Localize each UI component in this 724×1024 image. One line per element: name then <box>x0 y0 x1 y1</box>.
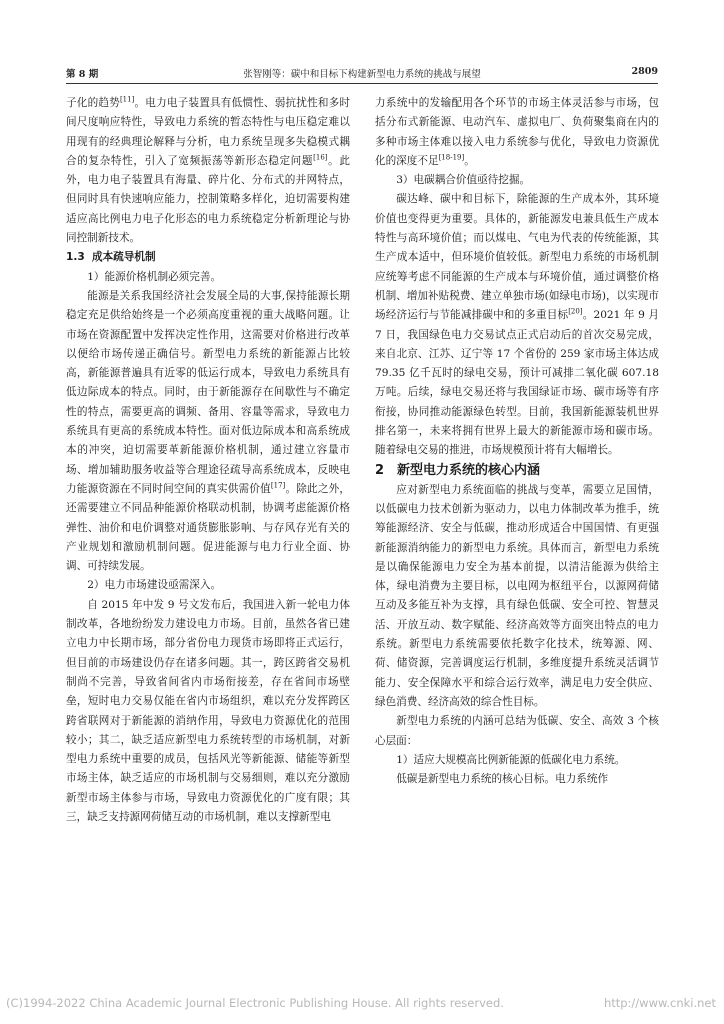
paragraph <box>66 94 350 248</box>
list-item: 1）适应大规模高比例新能源的低碳化电力系统。 <box>396 753 626 766</box>
right-column <box>375 94 659 789</box>
paragraph: 新型电力系统的内涵可总结为低碳、安全、高效 3 个核心层面： <box>375 715 659 747</box>
list-item: 1）能源价格机制必须完善。 <box>87 270 222 283</box>
left-column <box>66 94 350 827</box>
issue-number: 第 8 期 <box>66 69 99 80</box>
paragraph <box>375 190 659 460</box>
text: 。 <box>464 154 475 167</box>
page-number: 2809 <box>631 66 658 77</box>
header-rule <box>66 83 658 84</box>
citation: [16] <box>313 153 328 162</box>
paragraph <box>375 94 659 171</box>
copyright-notice: (C)1994-2022 China Academic Journal Electronic Publishing House. All rights reserved. <box>6 996 504 1010</box>
section-title: 新型电力系统的核心内涵 <box>397 462 541 478</box>
subsection-heading <box>66 248 350 267</box>
citation: [11] <box>119 95 135 104</box>
section-number: 1.3 <box>66 251 85 264</box>
running-header <box>66 66 658 82</box>
text: 。电力电子装置具有低惯性、弱抗扰性和多时间尺度响应特性，导致电力系统的暂态特性与电压稳定难以用现有的经典理论解释与分析，电力系统呈现多失稳模式耦合的复杂特性，引入了宽频振荡等新形态稳定问题 <box>66 97 351 167</box>
section-title: 成本疏导机制 <box>92 251 156 264</box>
text: 子化的趋势 <box>66 97 120 109</box>
text: 。2021 年 9 月 7 日，我国绿色电力交易试点正式启动后的首次交易完成，来自北京、江苏、辽宁等 17 个省份的 259 家市场主体达成 79.35 亿千瓦时的绿电交易，预计可减排二氧化碳 607.18 万吨。后续，绿电交易还将与我国绿证市场、碳市场等有序衔接，协同推动能源绿色转型。目前，我国新能源装机世界排名第一，未来将拥有世界上最大的新能源市场和碳市场。随着绿电交易的推进，市场规模预计将有大幅增长。 <box>375 309 659 457</box>
section-number: 2 <box>375 462 385 478</box>
paragraph: 自 2015 年中发 9 号文发布后，我国进入新一轮电力体制改革，各地纷纷发力建设电力市场。目前，虽然各省已建立电力中长期市场，部分省份电力现货市场即将正式运行，但目前的市场建设仍存在诸多问题。其一，跨区跨省交易机制尚不完善，导致省间省内市场衔接差，存在省间市场壁垒，短时电力交易仅能在省内市场组织，难以充分发挥跨区跨省联网对于新能源的消纳作用，导致电力资源优化的范围较小；其二，缺乏适应新型电力系统转型的市场机制，对新型电力系统中重要的成员，包括风光等新能源、储能等新型市场主体，缺乏适应的市场机制与交易细则，难以充分激励新型市场主体参与市场，导致电力资源优化的广度有限；其三，缺乏支持源网荷储互动的市场机制，难以支撑新型电 <box>66 598 350 823</box>
citation: [20] <box>568 307 583 316</box>
running-title: 张智刚等：碳中和目标下构建新型电力系统的挑战与展望 <box>243 69 481 80</box>
text: 。除此之外，还需要建立不同品种能源价格联动机制，协调考虑能源价格弹性、油价和电价调整对通货膨胀影响、与存风存光有关的产业规划和激励机制问题。促进能源与电力行业全面、协调、可持续发展。 <box>66 482 351 573</box>
paragraph <box>66 287 350 576</box>
text: 碳达峰、碳中和目标下，除能源的生产成本外，其环境价值也变得更为重要。具体的，新能源发电兼具低生产成本特性与高环境价值；而以煤电、气电为代表的传统能源，其生产成本适中，但环境价值较低。新型电力系统的市场机制应统筹考虑不同能源的生产成本与环境价值，通过调整价格机制、增加补贴税费、建立单独市场(如绿电市场)，以实现市场经济运行与节能减排碳中和的多重目标 <box>375 193 659 322</box>
section-heading <box>375 461 659 481</box>
citation: [18-19] <box>438 153 465 162</box>
text: 力系统中的发输配用各个环节的市场主体灵活参与市场，包括分布式新能源、电动汽车、虚拟电厂、负荷聚集商在内的多种市场主体难以接入电力系统参与优化，导致电力资源优化的深度不足 <box>375 97 659 167</box>
list-item: 2）电力市场建设亟需深入。 <box>87 579 222 592</box>
paragraph: 应对新型电力系统面临的挑战与变革，需要立足国情，以低碳电力技术创新为驱动力，以电力体制改革为推手，统筹能源经济、安全与低碳，推动形成适合中国国情、有更强新能源消纳能力的新型电力系统。具体而言，新型电力系统是以确保能源电力安全为基本前提，以清洁能源为供给主体，绿电消费为主要目标，以电网为枢纽平台，以源网荷储互动及多能互补为支撑，具有绿色低碳、安全可控、智慧灵活、开放互动、数字赋能、经济高效等方面突出特点的电力系统。新型电力系统需要依托数字化技术，统筹源、网、荷、储资源，完善调度运行机制，多维度提升系统灵活调节能力、安全保障水平和综合运行效率，满足电力安全供应、绿色消费、经济高效的综合性目标。 <box>375 483 659 708</box>
paragraph: 低碳是新型电力系统的核心目标。电力系统作 <box>396 773 609 786</box>
copyright-footer <box>0 996 724 1014</box>
list-item: 3）电碳耦合价值亟待挖掘。 <box>396 174 531 187</box>
citation: [17] <box>270 481 286 490</box>
text: 能源是关系我国经济社会发展全局的大事,保持能源长期稳定充足供给始终是一个必须高度重视的重大战略问题。让市场在资源配置中发挥决定性作用，这需要对价格进行改革以便给市场传递正确信号。新型电力系统的新能源占比较高，新能源普遍具有近零的低运行成本，导致电力系统具有低边际成本的特点。同时，由于新能源存在间歇性与不确定性的特点，需要更高的调频、备用、容量等需求，导致电力系统具有更高的系统成本特性。面对低边际成本和高系统成本的冲突，迫切需要革新能源价格机制，通过建立容量市场、增加辅助服务收益等合理途径疏导高系统成本，反映电力能源资源在不同时间空间的真实供需价值 <box>66 289 350 495</box>
source-url: http://www.cnki.net <box>603 996 716 1010</box>
text: 。此外，电力电子装置具有海量、碎片化、分布式的并网特点，但同时具有快速响应能力，控制策略多样化，迫切需要构建适应高比例电力电子化形态的电力系统稳定分析新理论与协同控制新技术。 <box>66 154 350 245</box>
